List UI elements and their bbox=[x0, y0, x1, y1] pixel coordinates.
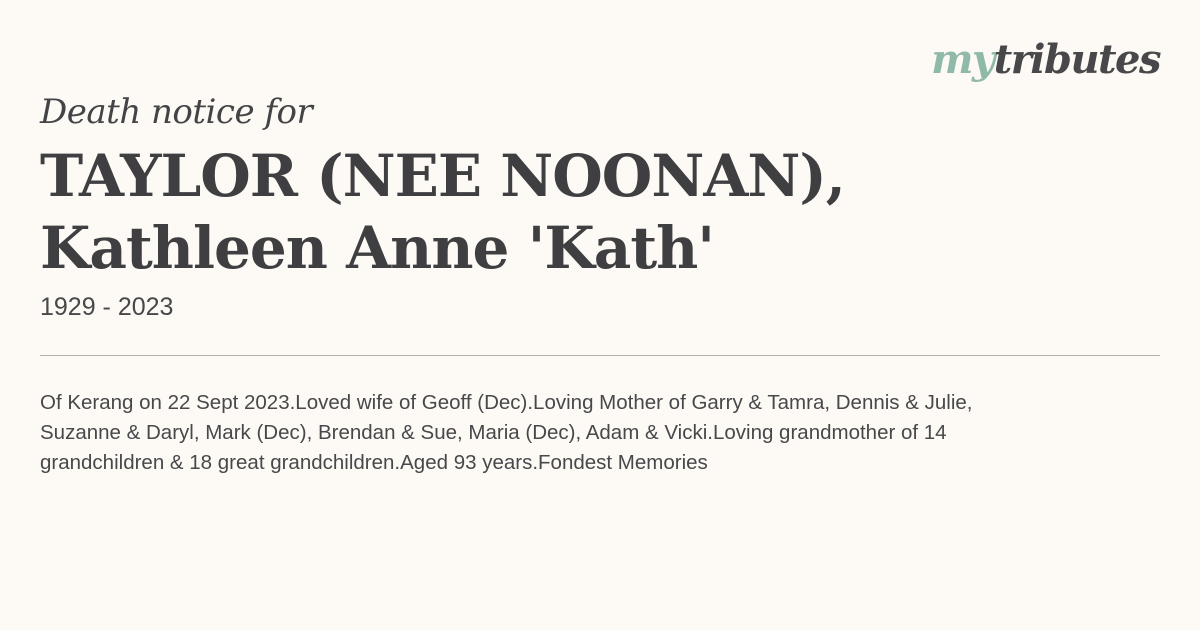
deceased-surname: TAYLOR (NEE NOONAN), bbox=[40, 142, 845, 210]
deceased-name bbox=[40, 140, 1040, 284]
death-notice-label: Death notice for bbox=[40, 92, 313, 132]
mytributes-logo bbox=[931, 36, 1160, 84]
logo-tributes: tributes bbox=[993, 36, 1160, 83]
logo-my: my bbox=[931, 36, 994, 83]
life-years: 1929 - 2023 bbox=[40, 293, 174, 321]
divider bbox=[40, 355, 1160, 356]
deceased-given-names: Kathleen Anne 'Kath' bbox=[40, 214, 715, 282]
notice-body: Of Kerang on 22 Sept 2023.Loved wife of Geoff (Dec).Loving Mother of Garry & Tamra, Dennis & Julie, Suzanne & Daryl, Mark (Dec), Brendan & Sue, Maria (Dec), Adam & Vicki.Loving grandmother of 14 grandchildren & 18 great grandchildren.Aged 93 years.Fondest Memories bbox=[40, 391, 973, 474]
